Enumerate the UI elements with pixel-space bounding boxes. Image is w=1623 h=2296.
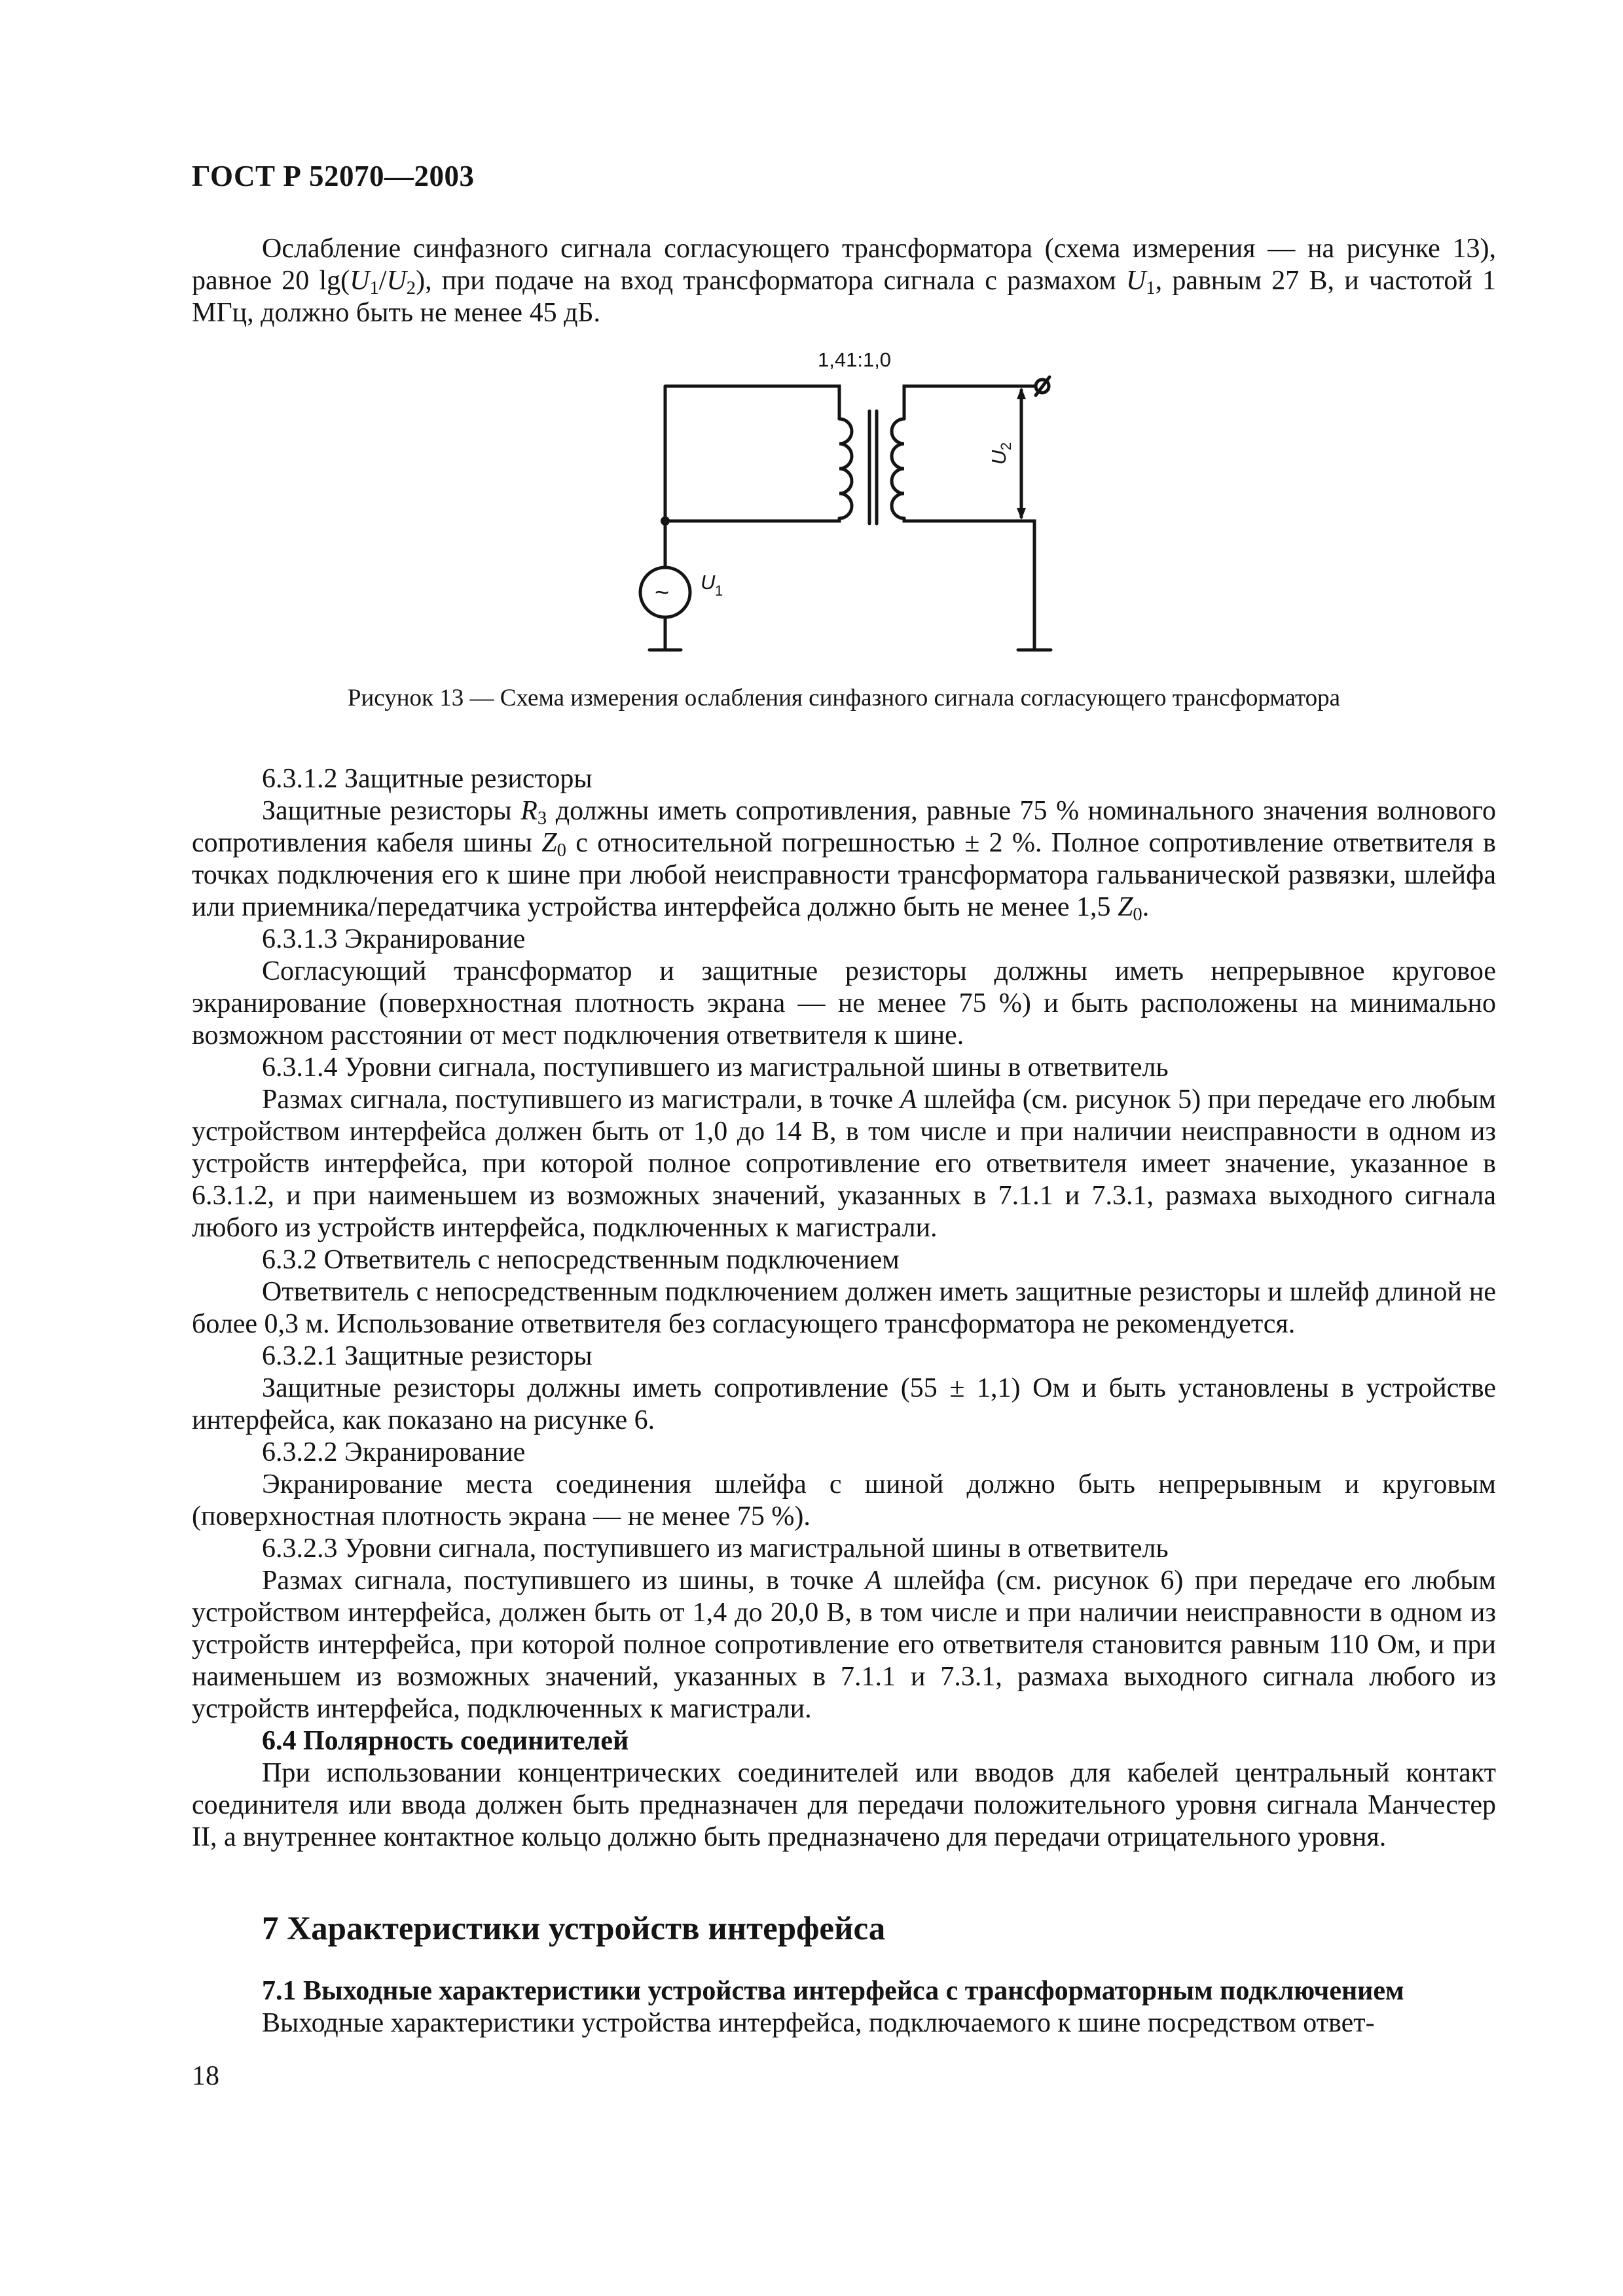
figure-13-diagram — [615, 347, 1113, 668]
heading-6-3-1-2: 6.3.1.2 Защитные резисторы — [262, 764, 593, 794]
heading-6-3-1-3: 6.3.1.3 Экранирование — [262, 924, 526, 954]
symbol-z0: Z — [541, 828, 557, 858]
primary-coil — [839, 419, 852, 518]
text-6312-c: с относительной погрешностью ± 2 %. Полное сопротивление ответвителя в точках подключения его к шине при любой неисправности трансформатора гальванической развязки, шлейфа или приемника/передатчика устройства интерфейса должно быть не менее 1,5 — [192, 828, 1497, 922]
u1-label-sub: 1 — [715, 583, 723, 599]
heading-6-3-1-4: 6.3.1.4 Уровни сигнала, поступившего из магистральной шины в ответвитель — [262, 1052, 1169, 1083]
body-block — [192, 763, 1496, 1854]
page-number: 18 — [192, 2061, 219, 2091]
text-6323-b: шлейфа (см. рисунок 6) при передаче его любым устройством интерфейса, должен быть от 1,4 до 20,0 В, в том числе и при наличии неисправности в одном из устройств интерфейса, при которой полное сопротивление его ответвителя становится равным 110 Ом, и при наименьшем из возможных значений, указанных в 7.1.1 и 7.3.1, размаха выходного сигнала любого из устройств интерфейса, подключенных к магистрали. — [192, 1566, 1496, 1724]
slash: / — [378, 266, 387, 296]
intro-block — [192, 233, 1496, 329]
symbol-r3: R — [520, 796, 538, 826]
primary-wire-bottom — [665, 518, 839, 521]
text-6312-a: Защитные резисторы — [262, 796, 521, 826]
secondary-top-wire — [904, 386, 1034, 419]
text-6312-b: должны иметь сопротивления, равные 75 % номинального значения волнового сопротивления кабеля шины — [192, 796, 1496, 858]
point-a-6323: А — [865, 1566, 882, 1596]
paragraph-6-3-2-1: Защитные резисторы должны иметь сопротивление (55 ± 1,1) Ом и быть установлены в устройстве интерфейса, как показано на рисунке 6. — [192, 1373, 1496, 1435]
paragraph-6-3-2-3 — [192, 1565, 1496, 1725]
symbol-u1-sub: 1 — [369, 278, 379, 299]
symbol-u2: U — [386, 266, 407, 296]
primary-wire — [665, 386, 839, 419]
u2-label-sub: 2 — [998, 442, 1014, 450]
symbol-z0-b-sub: 0 — [1133, 905, 1142, 925]
paragraph-6-4: При использовании концентрических соединителей или вводов для кабелей центральный контакт соединителя или ввода должен быть предназначен для передачи положительного уровня сигнала Манчестер II, а внутреннее контактное кольцо должно быть предназначено для передачи отрицательного уровня. — [192, 1758, 1496, 1852]
u1-label: U — [701, 571, 716, 594]
heading-6-3-2-1: 6.3.2.1 Защитные резисторы — [262, 1341, 593, 1371]
symbol-u1-b: U — [1126, 266, 1146, 296]
intro-text-a: Ослабление синфазного сигнала согласующего трансформатора (схема измерения — на рисунке 13), равное 20 lg( — [192, 234, 1496, 296]
heading-7-1: 7.1 Выходные характеристики устройства интерфейса с трансформаторным подключением — [262, 1976, 1404, 2006]
figure-13-caption: Рисунок 13 — Схема измерения ослабления синфазного сигнала согласующего трансформатора — [347, 685, 1341, 711]
u2-label: U — [987, 450, 1010, 465]
symbol-u1: U — [350, 266, 370, 296]
u2-arrow-head-top — [1017, 387, 1026, 399]
paragraph-6-3-2-2: Экранирование места соединения шлейфа с шиной должно быть непрерывным и круговым (поверхностная плотность экрана — не менее 75 %). — [192, 1469, 1496, 1532]
symbol-z0-b: Z — [1118, 892, 1133, 922]
point-a-6314: А — [900, 1085, 917, 1115]
ratio-label: 1,41:1,0 — [818, 348, 892, 371]
generator-tilde: ~ — [655, 579, 670, 607]
heading-6-3-2: 6.3.2 Ответвитель с непосредственным подключением — [262, 1245, 900, 1275]
text-6312-d: . — [1142, 892, 1150, 922]
text-6314-b: шлейфа (см. рисунок 5) при передаче его любым устройством интерфейса должен быть от 1,0 до 14 В, в том числе и при наличии неисправности в одном из устройств интерфейса, при которой полное сопротивление его ответвителя имеет значение, указанное в 6.3.1.2, и при наименьшем из возможных значений, указанных в 7.1.1 и 7.3.1, размаха выходного сигнала любого из устройств интерфейса, подключенных к магистрали. — [192, 1085, 1496, 1243]
symbol-u1-b-sub: 1 — [1146, 278, 1156, 299]
text-6323-a: Размах сигнала, поступившего из шины, в точке — [262, 1566, 866, 1596]
u2-arrow-head-bottom — [1017, 508, 1026, 520]
intro-text-b: ), при подаче на вход трансформатора сигнала с размахом — [416, 266, 1127, 296]
secondary-coil — [892, 419, 904, 518]
intro-paragraph — [192, 233, 1496, 329]
paragraph-7-1: Выходные характеристики устройства интерфейса, подключаемого к шине посредством ответ- — [262, 2008, 1375, 2038]
intro-text-c: , равным 27 В, и частотой 1 МГц, должно быть не менее 45 дБ. — [192, 266, 1496, 328]
symbol-r3-sub: 3 — [537, 808, 547, 829]
document-header-title: ГОСТ Р 52070—2003 — [192, 160, 475, 192]
heading-6-3-2-3: 6.3.2.3 Уровни сигнала, поступившего из магистральной шины в ответвитель — [262, 1534, 1169, 1564]
paragraph-6-3-1-2 — [192, 795, 1496, 924]
heading-6-3-2-2: 6.3.2.2 Экранирование — [262, 1437, 526, 1467]
junction-dot — [661, 516, 670, 526]
symbol-z0-sub: 0 — [556, 840, 566, 861]
section-7-block — [192, 1975, 1496, 2039]
heading-6-4: 6.4 Полярность соединителей — [262, 1726, 629, 1756]
paragraph-6-3-2: Ответвитель с непосредственным подключением должен иметь защитные резисторы и шлейф длиной не более 0,3 м. Использование ответвителя без согласующего трансформатора не рекомендуется. — [192, 1277, 1496, 1339]
paragraph-6-3-1-4 — [192, 1084, 1496, 1244]
secondary-bottom-wire — [904, 518, 1034, 650]
text-6314-a: Размах сигнала, поступившего из магистрали, в точке — [262, 1085, 900, 1115]
symbol-u2-sub: 2 — [406, 278, 416, 299]
paragraph-6-3-1-3: Согласующий трансформатор и защитные резисторы должны иметь непрерывное круговое экранирование (поверхностная плотность экрана — не менее 75 %) и быть расположены на минимально возможном расстоянии от мест подключения ответвителя к шине. — [192, 956, 1496, 1050]
section-7-title: 7 Характеристики устройств интерфейса — [262, 1910, 886, 1947]
